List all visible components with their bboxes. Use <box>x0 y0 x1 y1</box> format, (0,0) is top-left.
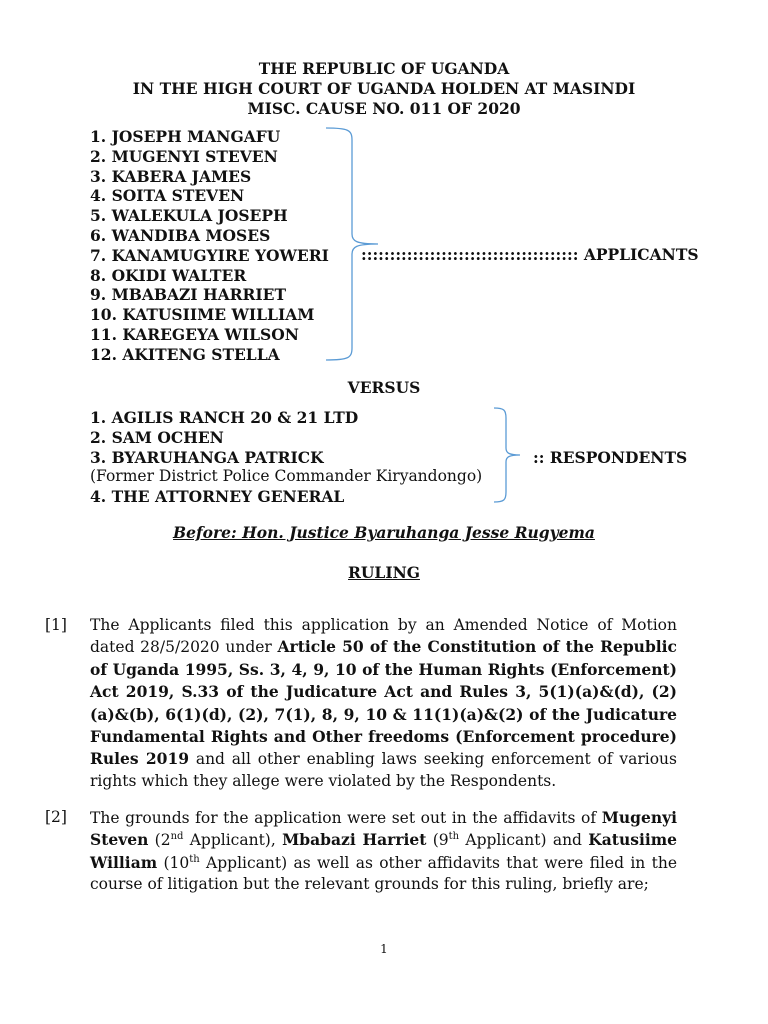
paragraph-text: The grounds for the application were set out in the affidavits of Mugenyi Steven (2nd Applicant), Mbabazi Harriet (9th Applicant) and Katusiime William (10th Applicant) as well as other affidavits that were filed in the course of litigation but the relevant grounds for this ruling, briefly are; <box>90 808 678 894</box>
applicant-item: 4. SOITA STEVEN <box>90 186 245 206</box>
respondents-list <box>90 408 482 507</box>
respondent-note: (Former District Police Commander Kiryandongo) <box>90 467 483 486</box>
respondent-item: 1. AGILIS RANCH 20 & 21 LTD <box>90 408 359 427</box>
paragraph-number: [1] <box>45 616 67 634</box>
ruling-title-text: RULING <box>348 563 420 582</box>
applicant-item: 8. OKIDI WALTER <box>90 265 247 285</box>
applicant-item: 11. KAREGEYA WILSON <box>90 324 299 344</box>
applicant-item: 5. WALEKULA JOSEPH <box>90 206 288 226</box>
case-number: MISC. CAUSE NO. 011 OF 2020 <box>247 99 521 118</box>
respondent-item: 4. THE ATTORNEY GENERAL <box>90 487 345 507</box>
applicant-item: 7. KANAMUGYIRE YOWERI <box>90 245 329 265</box>
applicants-label: :::::::::::::::::::::::::::::::::::::: APPLICANTS <box>361 245 699 264</box>
before-line <box>0 523 768 543</box>
respondent-item: 2. SAM OCHEN <box>90 427 224 447</box>
respondents-brace <box>490 406 530 504</box>
applicant-item: 12. AKITENG STELLA <box>90 344 280 364</box>
country-heading: THE REPUBLIC OF UGANDA <box>258 59 510 78</box>
applicant-item: 10. KATUSIIME WILLIAM <box>90 305 315 325</box>
applicant-item: 1. JOSEPH MANGAFU <box>90 127 281 146</box>
respondent-item: 3. BYARUHANGA PATRICK <box>90 447 324 467</box>
versus-label: VERSUS <box>347 378 421 397</box>
page-number: 1 <box>380 942 388 956</box>
applicant-item: 9. MBABAZI HARRIET <box>90 285 286 305</box>
paragraph-1 <box>45 615 677 790</box>
respondents-label: :: RESPONDENTS <box>533 448 688 467</box>
ruling-title <box>0 563 768 583</box>
applicant-item: 6. WANDIBA MOSES <box>90 225 271 245</box>
paragraph-text: The Applicants filed this application by an Amended Notice of Motion dated 28/5/2020 under Article 50 of the Constitution of the Republic of Uganda 1995, Ss. 3, 4, 9, 10 of the Human Rights (Enforcement) Act 2019, S.33 of the Judicature Act and Rules 3, 5(1)(a)&(d), (2)(a)&(b), 6(1)(d), (2), 7(1), 8, 9, 10 & 11(1)(a)&(2) of the Judicature Fundamental Rights and Other freedoms (Enforcement procedure) Rules 2019 and all other enabling laws seeking enforcement of various rights which they allege were violated by the Respondents. <box>90 616 677 790</box>
court-heading: IN THE HIGH COURT OF UGANDA HOLDEN AT MASINDI <box>132 79 636 98</box>
judge-name: Before: Hon. Justice Byaruhanga Jesse Rugyema <box>173 523 595 542</box>
paragraph-2 <box>45 807 677 917</box>
applicant-item: 3. KABERA JAMES <box>90 166 252 186</box>
applicant-item: 2. MUGENYI STEVEN <box>90 146 278 166</box>
paragraph-number: [2] <box>45 808 67 826</box>
applicants-list <box>90 127 329 365</box>
